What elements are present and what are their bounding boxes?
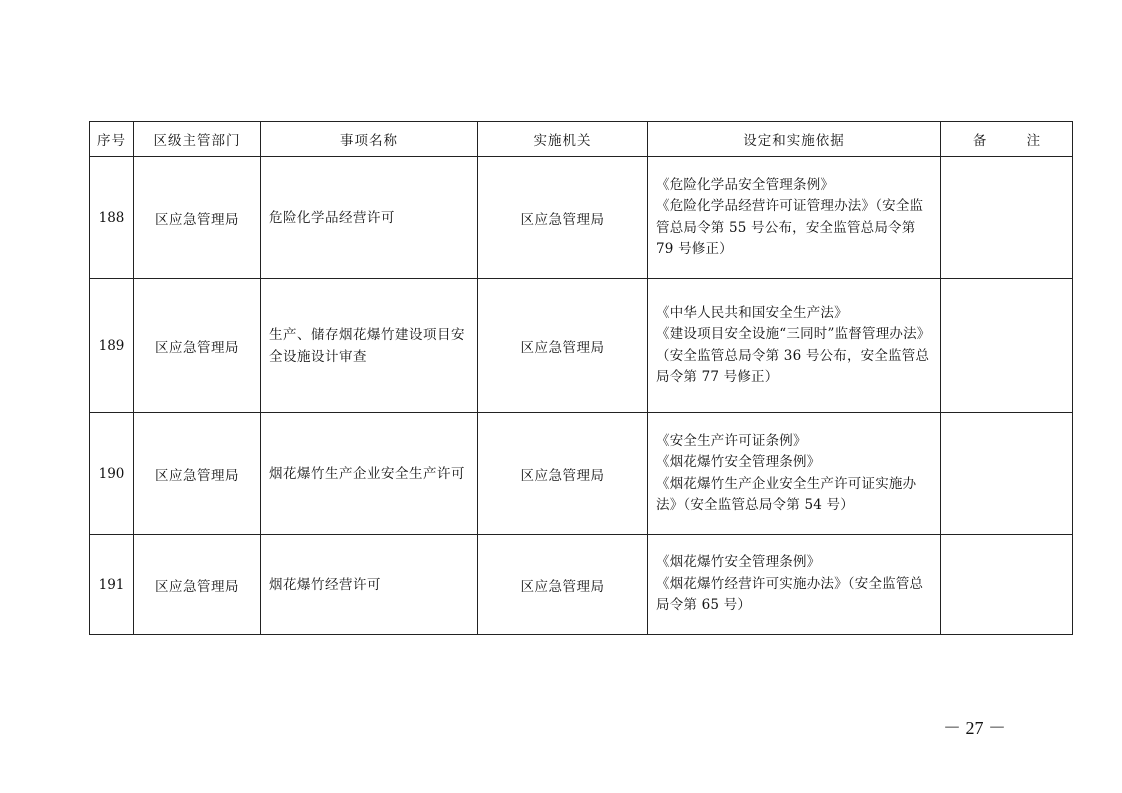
basis-line: 《危险化学品安全管理条例》 [656, 176, 835, 193]
basis-line: 《烟花爆竹经营许可实施办法》（安全监管总局令第 65 号） [656, 575, 924, 614]
row-item-name: 危险化学品经营许可 [261, 157, 478, 279]
table-row [90, 535, 1073, 635]
row-remark [941, 413, 1073, 535]
basis-line: 《建设项目安全设施“三同时”监督管理办法》（安全监管总局令第 36 号公布，安全监管总局令第 77 号修正） [656, 326, 931, 385]
items-table [89, 121, 1073, 635]
row-basis [648, 157, 941, 279]
row-remark [941, 535, 1073, 635]
header-basis: 设定和实施依据 [648, 122, 941, 157]
page-number: － 27 － [943, 718, 1006, 738]
row-dept: 区应急管理局 [134, 157, 261, 279]
basis-line: 《中华人民共和国安全生产法》 [656, 304, 848, 321]
row-item-name: 烟花爆竹生产企业安全生产许可 [261, 413, 478, 535]
basis-line: 《烟花爆竹安全管理条例》 [656, 554, 821, 571]
basis-line: 《烟花爆竹安全管理条例》 [656, 454, 821, 470]
header-remark-label: 备 注 [972, 133, 1059, 149]
row-num: 190 [90, 413, 134, 535]
row-item-name: 生产、储存烟花爆竹建设项目安全设施设计审查 [261, 279, 478, 413]
row-dept: 区应急管理局 [134, 413, 261, 535]
row-num: 191 [90, 535, 134, 635]
header-num: 序号 [90, 122, 134, 157]
row-dept: 区应急管理局 [134, 535, 261, 635]
basis-line: 《烟花爆竹生产企业安全生产许可证实施办法》（安全监管总局令第 54 号） [656, 475, 917, 513]
basis-line: 《安全生产许可证条例》 [656, 432, 807, 449]
row-basis [648, 413, 941, 535]
table-row [90, 413, 1073, 535]
table-row [90, 279, 1073, 413]
row-org: 区应急管理局 [478, 157, 648, 279]
row-num: 189 [90, 279, 134, 413]
row-remark [941, 157, 1073, 279]
header-name: 事项名称 [261, 122, 478, 157]
row-org: 区应急管理局 [478, 535, 648, 635]
row-item-name: 烟花爆竹经营许可 [261, 535, 478, 635]
header-remark [941, 122, 1073, 157]
row-org: 区应急管理局 [478, 279, 648, 413]
row-dept: 区应急管理局 [134, 279, 261, 413]
row-org: 区应急管理局 [478, 413, 648, 535]
basis-line: 《危险化学品经营许可证管理办法》（安全监管总局令第 55 号公布，安全监管总局令第 79 号修正） [656, 198, 924, 257]
header-dept: 区级主管部门 [134, 122, 261, 157]
row-basis [648, 535, 941, 635]
table-header-row [90, 122, 1073, 157]
row-num: 188 [90, 157, 134, 279]
table-row [90, 157, 1073, 279]
header-org: 实施机关 [478, 122, 648, 157]
row-remark [941, 279, 1073, 413]
row-basis [648, 279, 941, 413]
